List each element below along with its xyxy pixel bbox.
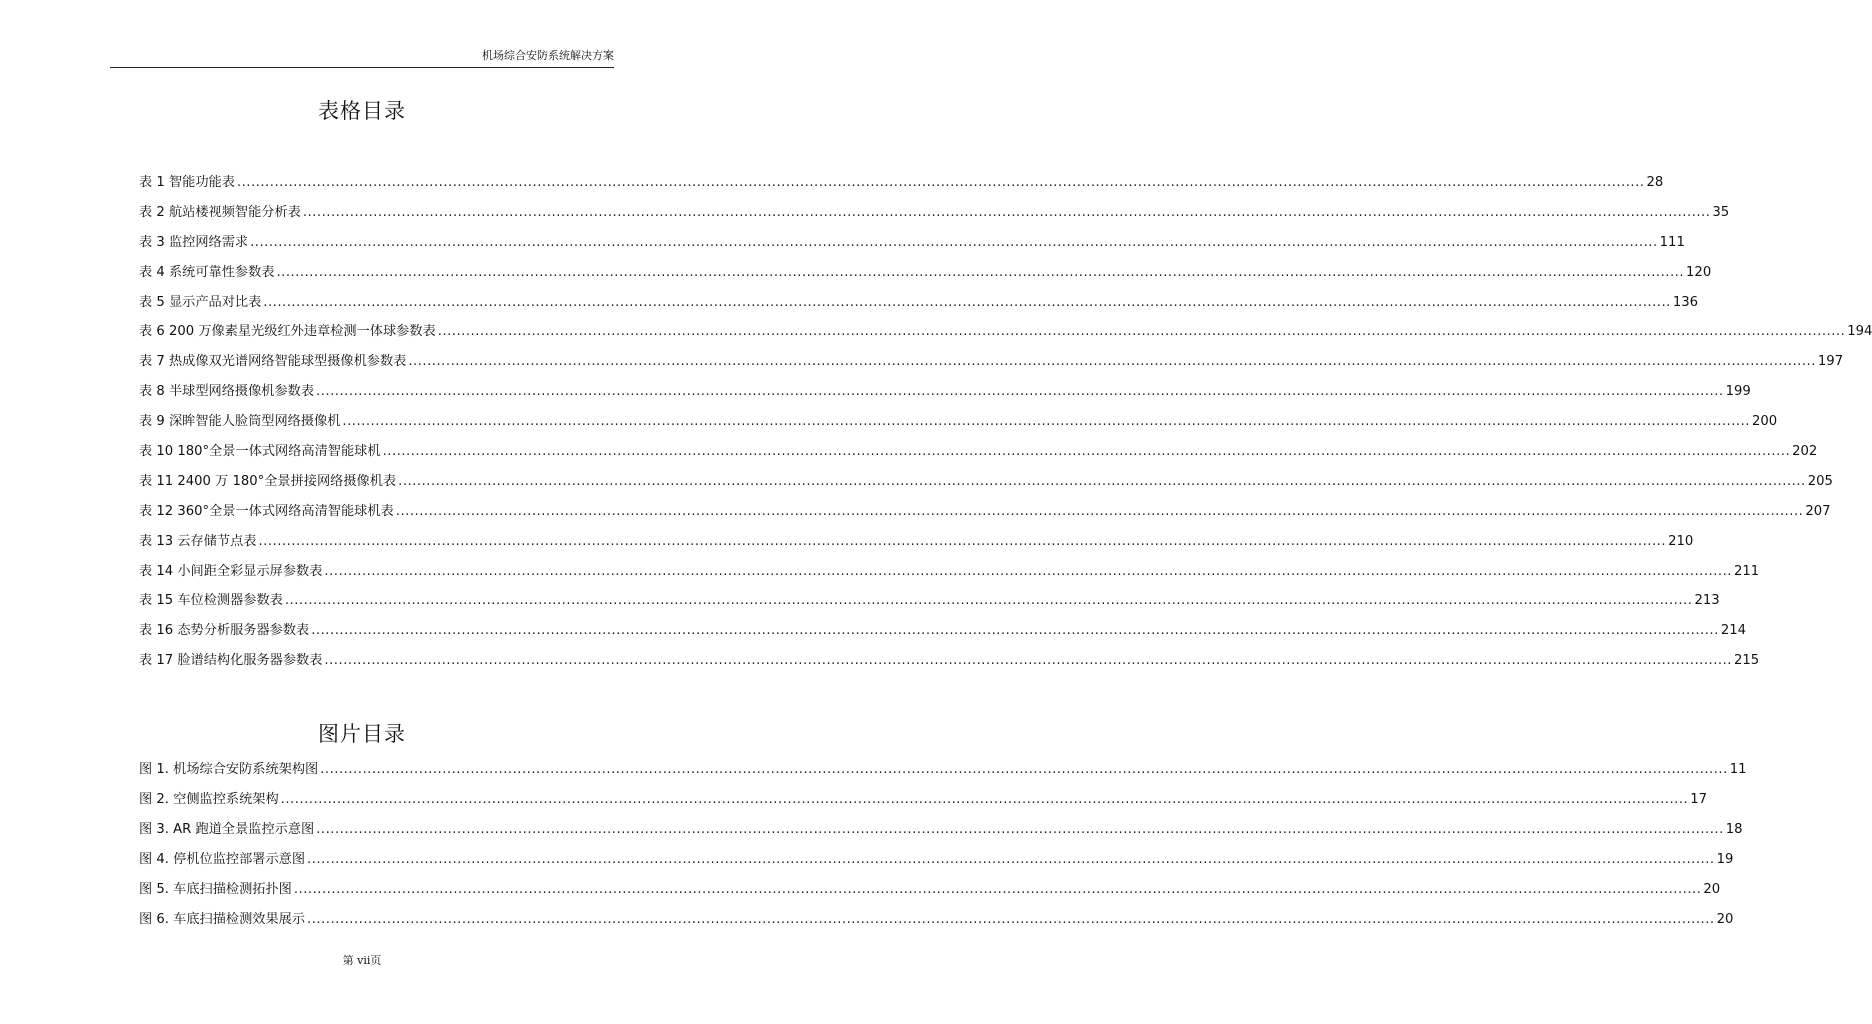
toc-entry-label: 表 9 深眸智能人脸筒型网络摄像机 bbox=[139, 414, 341, 430]
toc-entry-page: 205 bbox=[1807, 473, 1833, 489]
toc-entry-page: 20 bbox=[1703, 882, 1721, 897]
toc-entry-page: 20 bbox=[1716, 912, 1734, 927]
toc-entry-page: 11 bbox=[1729, 762, 1747, 777]
toc-entry-label: 表 10 180°全景一体式网络高清智能球机 bbox=[139, 444, 381, 460]
toc-entry[interactable] bbox=[139, 500, 1831, 530]
toc-entry-label: 表 16 态势分析服务器参数表 bbox=[139, 623, 310, 639]
toc-entry-page: 200 bbox=[1751, 414, 1778, 430]
toc-entry-label: 表 15 车位检测器参数表 bbox=[139, 593, 283, 609]
dot-leader: ............................................................................................................................................................................................................................................................................................................ bbox=[316, 822, 1724, 837]
toc-entry[interactable] bbox=[139, 261, 1712, 291]
page-number: 第 vii页 bbox=[342, 954, 382, 967]
toc-entry[interactable] bbox=[139, 410, 1778, 440]
dot-leader: ............................................................................................................................................................................................................................................................................................................ bbox=[408, 354, 1816, 370]
toc-entry-label: 图 2. 空侧监控系统架构 bbox=[139, 792, 279, 807]
toc-entry-page: 136 bbox=[1672, 294, 1699, 310]
toc-entry-label: 表 14 小间距全彩显示屏参数表 bbox=[139, 563, 323, 579]
toc-entry[interactable] bbox=[139, 380, 1751, 410]
toc-entry-label: 图 1. 机场综合安防系统架构图 bbox=[139, 762, 319, 777]
page-footer bbox=[0, 952, 724, 968]
toc-entry[interactable] bbox=[139, 171, 1664, 201]
tables-toc-list bbox=[139, 171, 1872, 679]
toc-entry-page: 197 bbox=[1817, 354, 1844, 370]
dot-leader: ............................................................................................................................................................................................................................................................................................................ bbox=[293, 882, 1702, 897]
toc-entry-label: 表 4 系统可靠性参数表 bbox=[139, 264, 275, 280]
dot-leader: ............................................................................................................................................................................................................................................................................................................ bbox=[316, 384, 1724, 400]
toc-entry-page: 211 bbox=[1734, 563, 1760, 579]
toc-entry[interactable] bbox=[139, 818, 1743, 848]
toc-entry-label: 表 5 显示产品对比表 bbox=[139, 294, 262, 310]
toc-entry[interactable] bbox=[139, 470, 1833, 500]
toc-entry-label: 图 6. 车底扫描检测效果展示 bbox=[139, 912, 306, 927]
toc-entry-page: 28 bbox=[1646, 175, 1664, 190]
dot-leader: ............................................................................................................................................................................................................................................................................................................ bbox=[302, 204, 1711, 220]
dot-leader: ............................................................................................................................................................................................................................................................................................................ bbox=[324, 653, 1732, 669]
dot-leader: ............................................................................................................................................................................................................................................................................................................ bbox=[284, 593, 1693, 609]
dot-leader: ............................................................................................................................................................................................................................................................................................................ bbox=[398, 473, 1806, 489]
dot-leader: ............................................................................................................................................................................................................................................................................................................ bbox=[280, 792, 1689, 807]
running-header-title: 机场综合安防系统解决方案 bbox=[482, 49, 614, 62]
toc-entry[interactable] bbox=[139, 589, 1720, 619]
toc-entry[interactable] bbox=[139, 350, 1844, 380]
toc-entry-label: 表 3 监控网络需求 bbox=[139, 234, 249, 250]
toc-entry-page: 207 bbox=[1805, 503, 1831, 519]
toc-entry-label: 表 8 半球型网络摄像机参数表 bbox=[139, 384, 315, 400]
figures-section-title: 图片目录 bbox=[318, 722, 406, 746]
toc-entry[interactable] bbox=[139, 530, 1694, 560]
toc-entry[interactable] bbox=[139, 320, 1872, 350]
toc-entry-label: 表 12 360°全景一体式网络高清智能球机表 bbox=[139, 503, 394, 519]
toc-entry[interactable] bbox=[139, 619, 1746, 649]
toc-entry-page: 35 bbox=[1712, 204, 1730, 220]
dot-leader: ............................................................................................................................................................................................................................................................................................................ bbox=[307, 912, 1715, 927]
toc-entry-page: 120 bbox=[1686, 264, 1712, 280]
toc-entry-label: 表 6 200 万像素星光级红外违章检测一体球参数表 bbox=[139, 324, 436, 340]
figures-toc-list bbox=[139, 758, 1747, 938]
dot-leader: ............................................................................................................................................................................................................................................................................................................ bbox=[311, 623, 1719, 639]
toc-entry-page: 213 bbox=[1694, 593, 1720, 609]
toc-entry[interactable] bbox=[139, 878, 1721, 908]
toc-entry-page: 18 bbox=[1725, 822, 1743, 837]
toc-entry[interactable] bbox=[139, 788, 1708, 818]
toc-entry-label: 表 7 热成像双光谱网络智能球型摄像机参数表 bbox=[139, 354, 407, 370]
toc-entry-label: 图 5. 车底扫描检测拓扑图 bbox=[139, 882, 292, 897]
running-header bbox=[110, 50, 614, 68]
toc-entry-page: 199 bbox=[1725, 384, 1751, 400]
toc-entry-label: 表 11 2400 万 180°全景拼接网络摄像机表 bbox=[139, 473, 397, 489]
toc-entry-label: 图 4. 停机位监控部署示意图 bbox=[139, 852, 306, 867]
dot-leader: ............................................................................................................................................................................................................................................................................................................ bbox=[382, 444, 1791, 460]
dot-leader: ............................................................................................................................................................................................................................................................................................................ bbox=[276, 264, 1685, 280]
toc-entry[interactable] bbox=[139, 908, 1734, 938]
toc-entry-label: 表 1 智能功能表 bbox=[139, 175, 235, 190]
dot-leader: ............................................................................................................................................................................................................................................................................................................ bbox=[320, 762, 1728, 777]
toc-entry-page: 19 bbox=[1716, 852, 1734, 867]
toc-entry-page: 215 bbox=[1734, 653, 1760, 669]
dot-leader: ............................................................................................................................................................................................................................................................................................................ bbox=[263, 294, 1671, 310]
toc-entry-label: 表 17 脸谱结构化服务器参数表 bbox=[139, 653, 323, 669]
dot-leader: ............................................................................................................................................................................................................................................................................................................ bbox=[258, 533, 1667, 549]
toc-entry-page: 210 bbox=[1668, 533, 1694, 549]
toc-entry-page: 214 bbox=[1720, 623, 1746, 639]
toc-entry[interactable] bbox=[139, 231, 1685, 261]
dot-leader: ............................................................................................................................................................................................................................................................................................................ bbox=[437, 324, 1846, 340]
toc-entry[interactable] bbox=[139, 758, 1747, 788]
dot-leader: ............................................................................................................................................................................................................................................................................................................ bbox=[307, 852, 1715, 867]
toc-entry[interactable] bbox=[139, 291, 1699, 321]
toc-entry-label: 图 3. AR 跑道全景监控示意图 bbox=[139, 822, 315, 837]
dot-leader: ............................................................................................................................................................................................................................................................................................................ bbox=[395, 503, 1804, 519]
toc-entry[interactable] bbox=[139, 848, 1734, 878]
dot-leader: ............................................................................................................................................................................................................................................................................................................ bbox=[324, 563, 1732, 579]
toc-entry-page: 194 bbox=[1847, 324, 1872, 340]
toc-entry[interactable] bbox=[139, 440, 1818, 470]
toc-entry-page: 202 bbox=[1792, 444, 1818, 460]
toc-entry[interactable] bbox=[139, 560, 1760, 590]
toc-entry-label: 表 2 航站楼视频智能分析表 bbox=[139, 204, 301, 220]
dot-leader: ............................................................................................................................................................................................................................................................................................................ bbox=[342, 414, 1750, 430]
toc-entry[interactable] bbox=[139, 201, 1730, 231]
dot-leader: ............................................................................................................................................................................................................................................................................................................ bbox=[236, 175, 1645, 190]
toc-entry[interactable] bbox=[139, 649, 1760, 679]
toc-entry-page: 17 bbox=[1690, 792, 1708, 807]
tables-section-title: 表格目录 bbox=[318, 99, 406, 123]
toc-entry-page: 111 bbox=[1659, 234, 1685, 250]
dot-leader: ............................................................................................................................................................................................................................................................................................................ bbox=[250, 234, 1658, 250]
toc-entry-label: 表 13 云存储节点表 bbox=[139, 533, 257, 549]
